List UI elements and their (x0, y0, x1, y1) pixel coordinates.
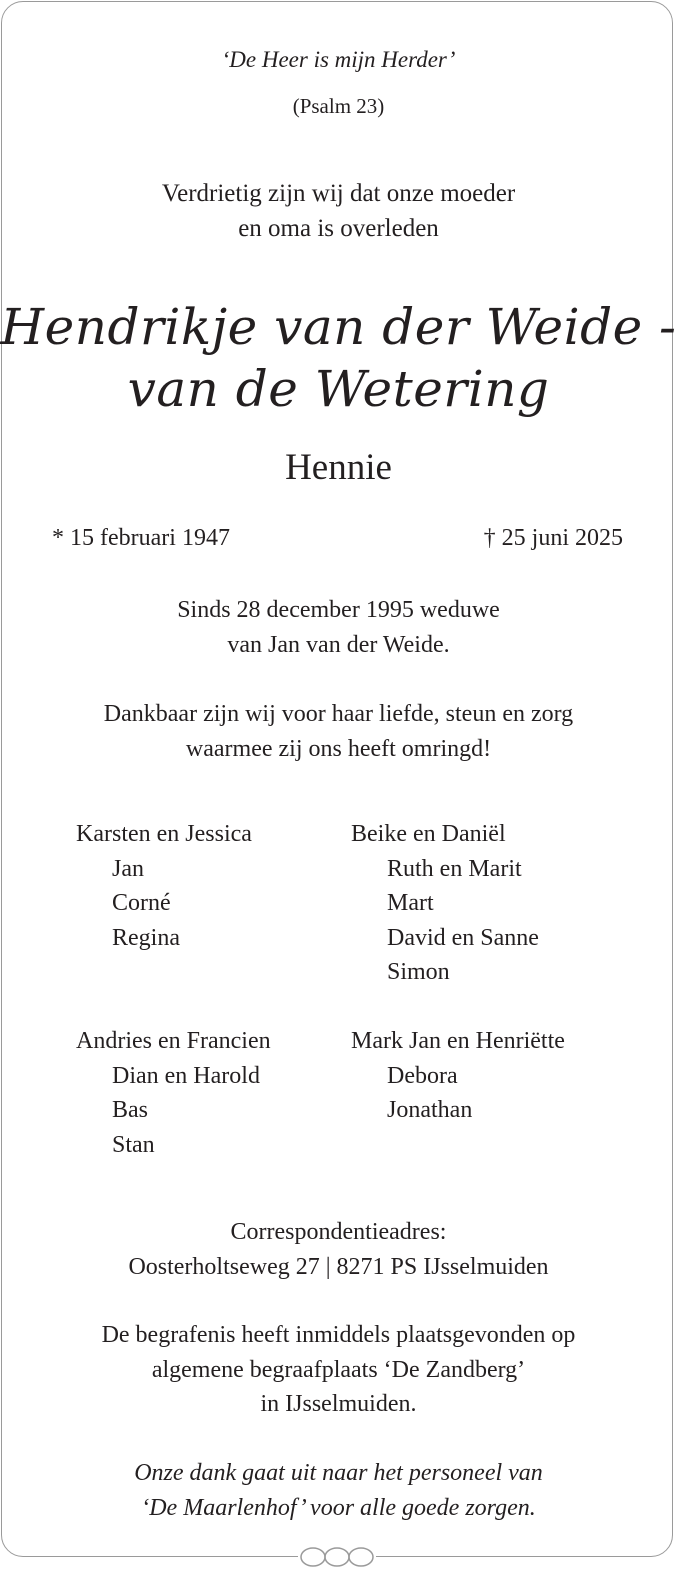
family-child: Regina (112, 924, 180, 951)
family-child: Dian en Harold (112, 1062, 260, 1089)
funeral-line: algemene begraafplaats ‘De Zandberg’ (151, 1356, 526, 1383)
family-child: Stan (112, 1131, 155, 1158)
family-head: Mark Jan en Henriëtte (351, 1028, 565, 1054)
family-child: Simon (387, 959, 450, 985)
family-beike (351, 817, 539, 990)
deceased-full-name (0, 296, 677, 420)
death-date: † 25 juni 2025 (483, 525, 623, 551)
motto: ‘De Heer is mijn Herder’ (221, 47, 456, 72)
family-child: Ruth en Marit (387, 855, 522, 882)
thanks-line: Dankbaar zijn wij voor haar liefde, steun en zorg (103, 701, 574, 727)
family-child: David en Sanne (387, 924, 539, 951)
psalm-reference: (Psalm 23) (292, 94, 385, 118)
ornament-icon (298, 1543, 376, 1571)
family-head: Beike en Daniël (351, 821, 506, 847)
correspondence-address (0, 1215, 677, 1284)
name-line: Hendrikje van der Weide - (0, 298, 677, 356)
address-line: Oosterholtseweg 27 | 8271 PS IJsselmuiden (128, 1253, 549, 1280)
thanks-text (0, 697, 677, 767)
widow-line: van Jan van der Weide. (227, 632, 450, 658)
intro-text (0, 176, 677, 246)
birth-date: * 15 februari 1947 (52, 525, 230, 551)
family-child: Mart (387, 890, 434, 916)
family-child: Bas (112, 1097, 148, 1123)
funeral-notice (0, 1318, 677, 1422)
widow-line: Sinds 28 december 1995 weduwe (177, 597, 500, 623)
family-karsten (76, 817, 252, 955)
nickname: Hennie (285, 447, 392, 488)
thanks-line: waarmee zij ons heeft omringd! (185, 736, 492, 762)
intro-line: en oma is overleden (238, 215, 439, 242)
family-child: Jan (112, 855, 144, 882)
family-head: Karsten en Jessica (76, 821, 252, 847)
widow-text (0, 593, 677, 663)
family-mark-jan (351, 1024, 565, 1128)
funeral-line: De begrafenis heeft inmiddels plaatsgevonden op (101, 1322, 576, 1348)
closing-line: Onze dank gaat uit naar het personeel van (134, 1460, 543, 1486)
family-child: Debora (387, 1062, 458, 1089)
family-child: Corné (112, 890, 171, 916)
address-label: Correspondentieadres: (230, 1219, 447, 1245)
closing-thanks (0, 1456, 677, 1525)
family-head: Andries en Francien (76, 1028, 271, 1054)
name-line: van de Wetering (127, 360, 550, 418)
family-child: Jonathan (387, 1097, 473, 1123)
intro-line: Verdrietig zijn wij dat onze moeder (161, 180, 516, 207)
closing-line: ‘De Maarlenhof’ voor alle goede zorgen. (141, 1494, 536, 1521)
family-andries (76, 1024, 271, 1162)
funeral-line: in IJsselmuiden. (260, 1391, 417, 1417)
